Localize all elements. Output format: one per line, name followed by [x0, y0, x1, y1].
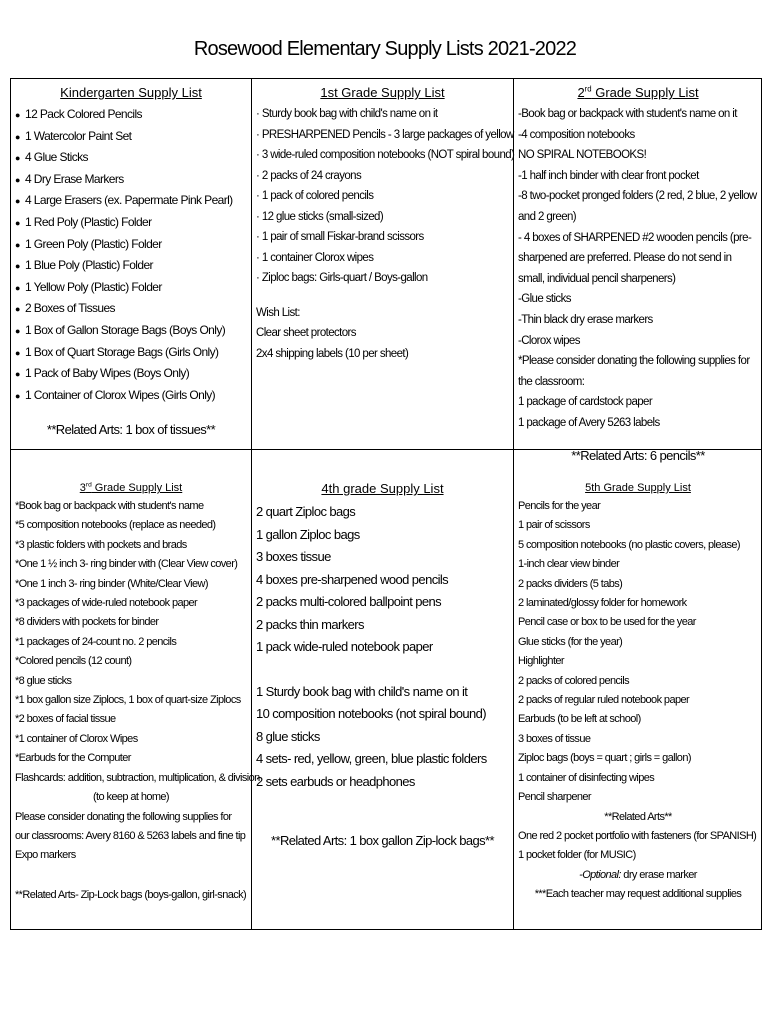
bullet-icon: ●: [15, 304, 20, 315]
list-item-text: · 1 container Clorox wipes: [256, 251, 374, 264]
page-title: Rosewood Elementary Supply Lists 2021-2022: [193, 38, 577, 60]
fifth-grade-related-list: [518, 827, 758, 866]
list-item: [15, 385, 247, 407]
list-item: [518, 788, 758, 807]
list-item: [256, 703, 509, 726]
list-item-text: - 4 boxes of SHARPENED #2 wooden pencils (pre-sharpened are preferred. Please do not send in small, individual pencil sharpeners): [518, 231, 752, 285]
list-item: [15, 652, 247, 671]
list-item: [518, 228, 758, 290]
list-item-text: *Please consider donating the following supplies for the classroom:: [518, 355, 750, 388]
list-item: [256, 681, 509, 704]
list-item-text: 1 pocket folder (for MUSIC): [518, 849, 636, 862]
list-item-text: · 2 packs of 24 crayons: [256, 169, 362, 182]
list-item: [15, 575, 247, 594]
list-item-text: *3 plastic folders with pockets and brads: [15, 538, 187, 551]
bullet-icon: ●: [15, 174, 20, 185]
list-item: [256, 569, 509, 592]
list-item-text: 4 Dry Erase Markers: [25, 171, 124, 186]
kindergarten-related-arts: **Related Arts: 1 box of tissues**: [46, 422, 216, 438]
list-item: [15, 594, 247, 613]
list-item: [15, 633, 247, 652]
list-item-text: NO SPIRAL NOTEBOOKS!: [518, 149, 647, 162]
list-item: [518, 413, 758, 434]
list-item: [518, 497, 758, 516]
list-item-text: Ziploc bags (boys = quart ; girls = gallon): [518, 752, 691, 765]
kindergarten-heading: Kindergarten Supply List: [60, 85, 202, 100]
list-item: [518, 691, 758, 710]
list-item: [15, 536, 247, 555]
fifth-grade-cell: [514, 481, 762, 931]
list-item-text: *Book bag or backpack with student's name: [15, 500, 204, 512]
list-item-text: 2 packs multi-colored ballpoint pens: [256, 594, 442, 609]
list-item: [518, 769, 758, 788]
flashcards-note: (to keep at home): [92, 791, 169, 804]
supply-table: [10, 78, 762, 930]
list-item-text: 1 Pack of Baby Wipes (Boys Only): [25, 366, 190, 381]
list-item-text: 2 packs of regular ruled notebook paper: [518, 694, 690, 707]
list-item: [15, 691, 247, 710]
list-item-text: 3 boxes of tissue: [518, 732, 591, 745]
list-item: [15, 497, 247, 516]
list-item: [518, 289, 758, 310]
list-item-text: One red 2 pocket portfolio with fasteners (for SPANISH): [518, 829, 757, 842]
fourth-grade-cell: [252, 479, 513, 929]
list-item: [518, 710, 758, 729]
list-item: [15, 710, 247, 729]
list-item-text: 2x4 shipping labels (10 per sheet): [256, 347, 409, 360]
bullet-icon: ●: [15, 196, 20, 207]
first-grade-cell: [252, 83, 513, 448]
list-item-text: Clear sheet protectors: [256, 327, 356, 339]
list-item-text: *8 dividers with pockets for binder: [15, 616, 159, 629]
list-item-text: *5 composition notebooks (replace as needed): [15, 519, 216, 532]
bullet-icon: ●: [15, 261, 20, 272]
list-item-text: 1 Box of Quart Storage Bags (Girls Only): [25, 344, 219, 359]
list-item: [518, 652, 758, 671]
list-item-text: 1 Red Poly (Plastic) Folder: [25, 214, 152, 229]
list-item: [518, 351, 758, 392]
list-item: [518, 672, 758, 691]
list-item-text: 1 package of Avery 5263 labels: [518, 416, 660, 429]
list-item-text: 1 Yellow Poly (Plastic) Folder: [25, 279, 162, 294]
list-item-text: *One 1 ½ inch 3- ring binder with (Clear View cover): [15, 558, 238, 571]
list-item-text: *2 boxes of facial tissue: [15, 713, 116, 726]
list-item-text: 1 Sturdy book bag with child's name on it: [256, 683, 468, 699]
list-item-text: -Book bag or backpack with student's name on it: [518, 108, 737, 120]
list-item: [518, 166, 758, 187]
list-item: [15, 730, 247, 749]
list-item-text: 4 Large Erasers (ex. Papermate Pink Pearl): [25, 193, 233, 208]
list-item: [518, 145, 758, 166]
list-item: [256, 501, 509, 524]
list-item-text: Pencil case or box to be used for the year: [518, 616, 696, 629]
list-item: [256, 145, 515, 166]
bullet-icon: ●: [15, 131, 20, 142]
list-item: [518, 846, 758, 865]
list-item-text: 8 glue sticks: [256, 728, 320, 744]
list-item-text: 1 Box of Gallon Storage Bags (Boys Only): [25, 322, 226, 337]
list-item-text: *1 packages of 24-count no. 2 pencils: [15, 635, 177, 648]
fifth-grade-heading: 5th Grade Supply List: [585, 482, 691, 494]
list-item-text: *One 1 inch 3- ring binder (White/Clear View): [15, 577, 208, 590]
list-item: [256, 227, 509, 248]
list-item: [15, 212, 247, 234]
bullet-icon: ●: [15, 390, 20, 401]
second-grade-list: [518, 104, 758, 434]
list-item-text: 2 packs dividers (5 tabs): [518, 577, 623, 590]
second-grade-heading: 2rd Grade Supply List: [577, 84, 699, 100]
list-item: [15, 363, 247, 385]
wish-list: [256, 323, 509, 364]
list-item-text: 2 sets earbuds or headphones: [256, 773, 415, 789]
list-item-text: *1 container of Clorox Wipes: [15, 732, 138, 745]
bullet-icon: ●: [15, 325, 20, 336]
third-grade-heading: 3rd Grade Supply List: [79, 481, 183, 494]
list-item: [256, 323, 509, 344]
list-item: [256, 125, 514, 146]
bullet-icon: ●: [15, 153, 20, 164]
list-item-text: Glue sticks (for the year): [518, 635, 623, 648]
list-item-text: · 12 glue sticks (small-sized): [256, 210, 384, 223]
list-item: [518, 749, 758, 768]
kindergarten-cell: [11, 83, 251, 448]
list-item: [256, 166, 509, 187]
list-item: [256, 614, 509, 637]
bullet-icon: ●: [15, 282, 20, 293]
list-item-text: *Colored pencils (12 count): [15, 655, 132, 668]
list-item-text: 1 gallon Ziploc bags: [256, 526, 360, 542]
list-item-text: · 1 pack of colored pencils: [256, 190, 374, 202]
list-item: [256, 524, 509, 547]
third-grade-cell: [11, 481, 260, 931]
list-item: [518, 310, 758, 331]
wish-list-heading: Wish List:: [256, 306, 300, 319]
kindergarten-list: [15, 104, 247, 406]
list-item-text: 2 Boxes of Tissues: [25, 301, 115, 316]
list-item: [256, 248, 509, 269]
list-item: [518, 555, 758, 574]
list-item: [15, 342, 247, 364]
list-item: [256, 636, 509, 659]
list-item-text: -Thin black dry erase markers: [518, 313, 653, 326]
bullet-icon: ●: [15, 369, 20, 380]
list-item: [15, 555, 247, 574]
list-item: [256, 771, 509, 794]
list-item-text: 1 Green Poly (Plastic) Folder: [25, 236, 162, 251]
list-item-text: Highlighter: [518, 655, 564, 668]
bullet-icon: ●: [15, 347, 20, 358]
list-item: [518, 331, 758, 352]
list-item-text: 4 sets- red, yellow, green, blue plastic folders: [256, 751, 487, 766]
list-item-text: 2 packs of colored pencils: [518, 674, 629, 687]
list-item-text: 10 composition notebooks (not spiral bound): [256, 706, 487, 721]
list-item: [15, 320, 247, 342]
list-item: [15, 613, 247, 632]
first-grade-heading: 1st Grade Supply List: [320, 85, 445, 100]
list-item: [256, 726, 509, 749]
list-item-text: 2 packs thin markers: [256, 616, 364, 632]
list-item: [15, 672, 247, 691]
fifth-grade-list: [518, 497, 758, 808]
list-item-text: · PRESHARPENED Pencils - 3 large packages of yellow: [256, 128, 514, 141]
list-item: [15, 147, 247, 169]
list-item: [518, 613, 758, 632]
list-item: [15, 298, 247, 320]
fourth-grade-list: [256, 501, 509, 659]
list-item-text: 1 Blue Poly (Plastic) Folder: [25, 258, 153, 273]
list-item-text: -8 two-pocket pronged folders (2 red, 2 blue, 2 yellow and 2 green): [518, 190, 757, 223]
list-item: [518, 516, 758, 535]
teacher-note: ***Each teacher may request additional supplies: [534, 888, 742, 901]
list-item-text: Pencils for the year: [518, 500, 601, 512]
list-item: [518, 730, 758, 749]
list-item: [15, 126, 247, 148]
list-item: [256, 207, 509, 228]
list-item: [256, 186, 509, 207]
list-item-text: -Glue sticks: [518, 293, 571, 306]
list-item-text: · Ziploc bags: Girls-quart / Boys-gallon: [256, 272, 428, 284]
list-item-text: -4 composition notebooks: [518, 128, 635, 141]
bullet-icon: ●: [15, 239, 20, 250]
bullet-icon: ●: [15, 217, 20, 228]
list-item: [518, 633, 758, 652]
list-item: [15, 277, 247, 299]
list-item: [15, 190, 247, 212]
list-item-text: 1 Container of Clorox Wipes (Girls Only): [25, 387, 216, 402]
bullet-icon: ●: [15, 110, 20, 120]
list-item-text: 5 composition notebooks (no plastic covers, please): [518, 538, 740, 551]
list-item: [15, 749, 247, 768]
list-item: [518, 827, 758, 846]
list-item-text: 1 Watercolor Paint Set: [25, 128, 132, 143]
list-item-text: Earbuds (to be left at school): [518, 713, 641, 726]
list-item: [256, 344, 509, 365]
list-item: [15, 104, 247, 126]
list-item-text: *8 glue sticks: [15, 674, 72, 687]
second-grade-related-arts: **Related Arts: 6 pencils**: [571, 447, 705, 463]
first-grade-list: [256, 104, 515, 289]
third-grade-donate: Please consider donating the following supplies for our classrooms: Avery 8160 & 5263 labels and fine tip Expo markers: [15, 810, 246, 862]
list-item-text: 1 pack wide-ruled notebook paper: [256, 639, 433, 654]
list-item: [256, 104, 509, 125]
list-item: [518, 186, 758, 227]
list-item-text: 1-inch clear view binder: [518, 558, 620, 571]
list-item-text: *1 box gallon size Ziplocs, 1 box of quart-size Ziplocs: [15, 694, 241, 707]
list-item: [256, 591, 509, 614]
list-item: [256, 748, 509, 771]
list-item-text: Pencil sharpener: [518, 791, 591, 804]
list-item-text: 2 laminated/glossy folder for homework: [518, 597, 687, 610]
list-item: [518, 594, 758, 613]
list-item: [15, 234, 247, 256]
list-item-text: · Sturdy book bag with child's name on it: [256, 108, 438, 120]
fourth-grade-related-arts: **Related Arts: 1 box gallon Zip-lock bags**: [271, 833, 494, 848]
list-item-text: 12 Pack Colored Pencils: [25, 107, 142, 121]
list-item-text: *3 packages of wide-ruled notebook paper: [15, 597, 198, 610]
list-item-text: 4 Glue Sticks: [25, 150, 88, 165]
list-item: [518, 575, 758, 594]
list-item-text: 3 boxes tissue: [256, 549, 331, 564]
list-item: [518, 104, 758, 125]
fifth-grade-related-arts-heading: **Related Arts**: [604, 810, 672, 823]
list-item: [518, 392, 758, 413]
list-item: [15, 516, 247, 535]
list-item: [15, 169, 247, 191]
list-item-text: 1 pair of scissors: [518, 519, 590, 532]
optional-note: -Optional: dry erase marker: [579, 868, 697, 881]
list-item-text: · 3 wide-ruled composition notebooks (NOT spiral bound): [256, 149, 515, 161]
list-item-text: 2 quart Ziploc bags: [256, 504, 356, 519]
list-item: [256, 546, 509, 569]
list-item-text: 1 container of disinfecting wipes: [518, 771, 655, 784]
list-item-text: -Clorox wipes: [518, 334, 580, 347]
list-item-text: 4 boxes pre-sharpened wood pencils: [256, 571, 449, 587]
fourth-grade-list-extra: [256, 681, 509, 794]
second-grade-cell: [514, 83, 762, 463]
list-item-text: *Earbuds for the Computer: [15, 752, 131, 765]
list-item: [518, 536, 758, 555]
third-grade-related-arts: **Related Arts- Zip-Lock bags (boys-gallon, girl-snack): [15, 888, 247, 901]
list-item-text: -1 half inch binder with clear front pocket: [518, 169, 699, 182]
flashcards-line: Flashcards: addition, subtraction, multiplication, & division: [15, 771, 260, 784]
list-item-text: 1 package of cardstock paper: [518, 396, 653, 409]
list-item-text: · 1 pair of small Fiskar-brand scissors: [256, 231, 424, 243]
list-item: [256, 268, 509, 289]
third-grade-list: [15, 497, 247, 769]
list-item: [518, 125, 758, 146]
fourth-grade-heading: 4th grade Supply List: [321, 481, 444, 496]
list-item: [15, 255, 247, 277]
